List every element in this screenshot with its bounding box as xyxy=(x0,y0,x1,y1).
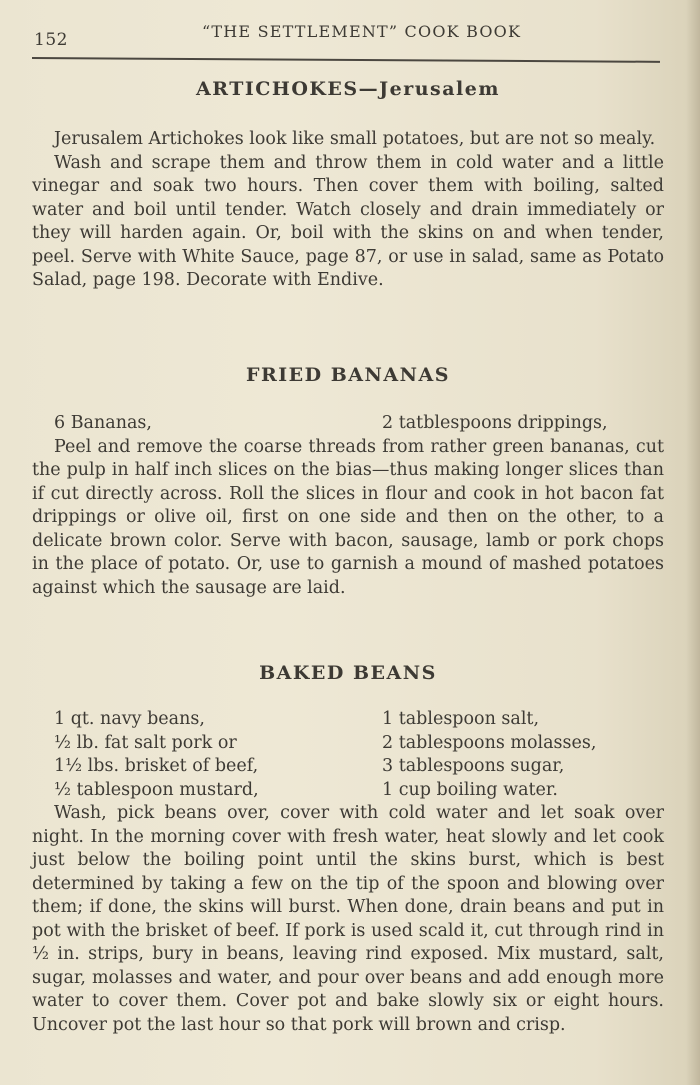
ingredient-item: 2 tatblespoons drippings, xyxy=(382,413,608,433)
recipe-paragraph: Jerusalem Artichokes look like small potatoes, but are not so mealy. xyxy=(54,129,656,149)
recipe-title-main: ARTICHOKES— xyxy=(196,78,380,100)
page-edge-shadow xyxy=(686,0,700,1085)
recipe-artichokes xyxy=(32,78,664,293)
ingredient-item: 3 tablespoons sugar, xyxy=(382,756,565,776)
ingredient-item: 6 Bananas, xyxy=(54,413,152,433)
header-rule xyxy=(32,57,660,63)
ingredient-item: ½ lb. fat salt pork or xyxy=(54,732,237,753)
ingredient-item: 1 qt. navy beans, xyxy=(54,709,205,729)
recipe-paragraph: Wash and scrape them and throw them in cold water and a little vinegar and soak two hours. Then cover them with boiling, salted water and boil until tender. Watch closely and drain immediately or they will harden again. Or, boil with the skins on and when tender, peel. Serve with White Sauce, page 87, or use in salad, same as Potato Salad, page 198. Decorate with Endive. xyxy=(32,152,664,290)
recipe-fried-bananas xyxy=(32,364,664,600)
ingredient-list xyxy=(32,708,664,802)
ingredient-list xyxy=(32,412,664,436)
running-head xyxy=(32,20,662,50)
book-title: “THE SETTLEMENT” COOK BOOK xyxy=(202,22,522,41)
ingredient-item: 1½ lbs. brisket of beef, xyxy=(54,756,259,776)
ingredient-item: ½ tablespoon mustard, xyxy=(54,779,259,800)
recipe-paragraph: Peel and remove the coarse threads from rather green bananas, cut the pulp in half inch slices on the bias—thus making longer slices than if cut directly across. Roll the slices in flour and cook in hot bacon fat drippings or olive oil, first on one side and then on the other, to a delicate brown color. Serve with bacon, sausage, lamb or pork chops in the place of potato. Or, use to garnish a mound of mashed potatoes against which the sausage are laid. xyxy=(32,436,664,598)
recipe-title: FRIED BANANAS xyxy=(246,364,450,386)
recipe-title xyxy=(32,78,664,100)
recipe-title-sub: Jerusalem xyxy=(379,78,500,100)
ingredient-item: 1 tablespoon salt, xyxy=(382,709,540,729)
ingredient-item: 1 cup boiling water. xyxy=(382,779,558,800)
recipe-baked-beans xyxy=(32,662,664,1037)
recipe-paragraph: Wash, pick beans over, cover with cold water and let soak over night. In the morning cover with fresh water, heat slowly and let cook just below the boiling point until the skins burst, which is best determined by taking a few on the tip of the spoon and blowing over them; if done, the skins will burst. When done, drain beans and put in pot with the brisket of beef. If pork is used scald it, cut through rind in ½ in. strips, bury in beans, leaving rind exposed. Mix mustard, salt, sugar, molasses and water, and pour over beans and add enough more water to cover them. Cover pot and bake slowly six or eight hours. Uncover pot the last hour so that pork will brown and crisp. xyxy=(32,803,664,1035)
ingredient-item: 2 tablespoons molasses, xyxy=(382,732,597,753)
page-number: 152 xyxy=(34,30,68,50)
recipe-title: BAKED BEANS xyxy=(259,662,437,684)
